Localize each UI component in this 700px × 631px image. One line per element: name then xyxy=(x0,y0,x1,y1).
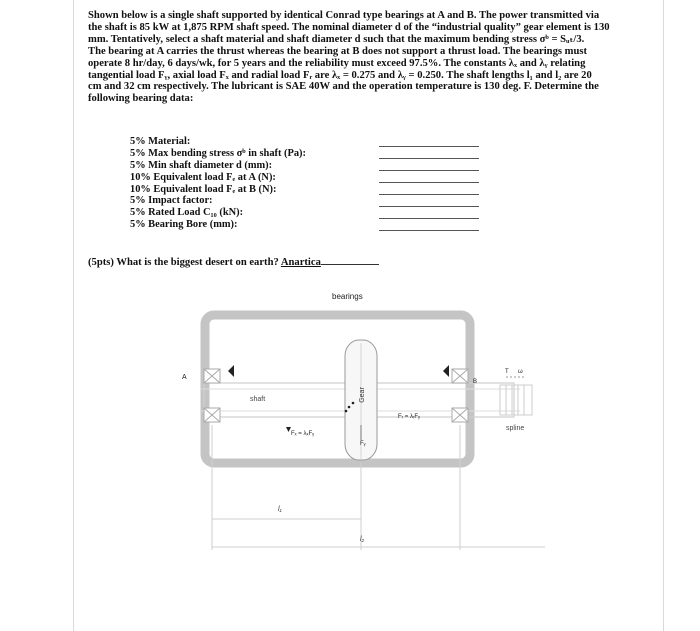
l2-label: l₂ xyxy=(360,536,365,543)
problem-line: following bearing data: xyxy=(88,93,194,105)
axial-force-right-label: Fᵣ = λᵣFᵧ xyxy=(398,414,420,420)
question-equivalent-load-a: 10% Equivalent load Fₑ at A (N): xyxy=(130,171,276,183)
label-b: B xyxy=(473,379,478,385)
shaft-diagram xyxy=(160,285,560,575)
problem-line: mm. Tentatively, select a shaft material and shaft diameter d such that the maximum bending stress σᵇ = Sᵤₜ/3. xyxy=(88,33,585,45)
problem-statement xyxy=(88,10,633,105)
answer-blank-load-b[interactable] xyxy=(379,194,479,195)
problem-line: The bearing at A carries the thrust whereas the bearing at B does not support a thrust load. The bearings must xyxy=(88,45,588,57)
gear-label: Gear xyxy=(359,387,366,403)
question-material: 5% Material: xyxy=(130,136,191,147)
problem-line: the shaft is 85 kW at 1,875 RPM shaft speed. The nominal diameter d of the “industrial quality” gear element is 130 xyxy=(88,21,610,33)
answer-blank-material[interactable] xyxy=(379,146,479,147)
bonus-answer-line xyxy=(321,263,379,265)
shaft-label: shaft xyxy=(250,396,266,403)
label-a: A xyxy=(182,374,187,381)
tangential-force-label: Fᵧ xyxy=(360,441,366,447)
thrust-arrow-b xyxy=(443,365,449,377)
answer-blank-bore[interactable] xyxy=(379,230,479,231)
problem-line: tangential load Fᵧ, axial load Fₓ and radial load Fᵣ are λₓ = 0.275 and λᵧ = 0.250. The shaft lengths l₁ and l₂ are 20 xyxy=(88,69,592,81)
problem-line: operate 8 hr/day, 6 days/wk, for 5 years and the reliability must exceed 97.5%. The constants λₓ and λᵧ relating xyxy=(88,57,586,69)
axial-force-left-label: Fₓ = λₓFᵧ xyxy=(291,431,315,437)
question-bearing-bore: 5% Bearing Bore (mm): xyxy=(130,219,238,231)
question-list xyxy=(130,136,370,231)
question-rated-load: 5% Rated Load C₁₀ (kN): xyxy=(130,207,244,219)
question-equivalent-load-b: 10% Equivalent load Fₑ at B (N): xyxy=(130,183,277,195)
bonus-answer: Anartica xyxy=(280,257,321,268)
bonus-question-text: (5pts) What is the biggest desert on earth? xyxy=(88,257,279,268)
problem-line: cm and 32 cm respectively. The lubricant is SAE 40W and the operation temperature is 130 deg. F. Determine the xyxy=(88,81,599,93)
bearings-label: bearings xyxy=(332,292,363,301)
omega-label: ω xyxy=(518,369,523,375)
spline-label: spline xyxy=(506,425,525,432)
question-impact-factor: 5% Impact factor: xyxy=(130,195,213,207)
bonus-question xyxy=(88,257,379,268)
left-margin-rule xyxy=(73,0,74,631)
problem-line: Shown below is a single shaft supported by identical Conrad type bearings at A and B. The power transmitted via xyxy=(88,10,600,21)
torque-label: T xyxy=(505,369,509,375)
l1-label: l₁ xyxy=(278,506,282,513)
answer-blank-load-a[interactable] xyxy=(379,182,479,183)
thrust-arrow-a xyxy=(228,365,234,377)
question-bending-stress: 5% Max bending stress σᵇ in shaft (Pa): xyxy=(130,147,306,159)
right-margin-rule xyxy=(663,0,664,631)
answer-blank-shaft-diameter[interactable] xyxy=(379,170,479,171)
question-shaft-diameter: 5% Min shaft diameter d (mm): xyxy=(130,159,273,171)
answer-blank-bending-stress[interactable] xyxy=(379,158,479,159)
answer-blank-rated-load[interactable] xyxy=(379,218,479,219)
answer-blank-impact[interactable] xyxy=(379,206,479,207)
